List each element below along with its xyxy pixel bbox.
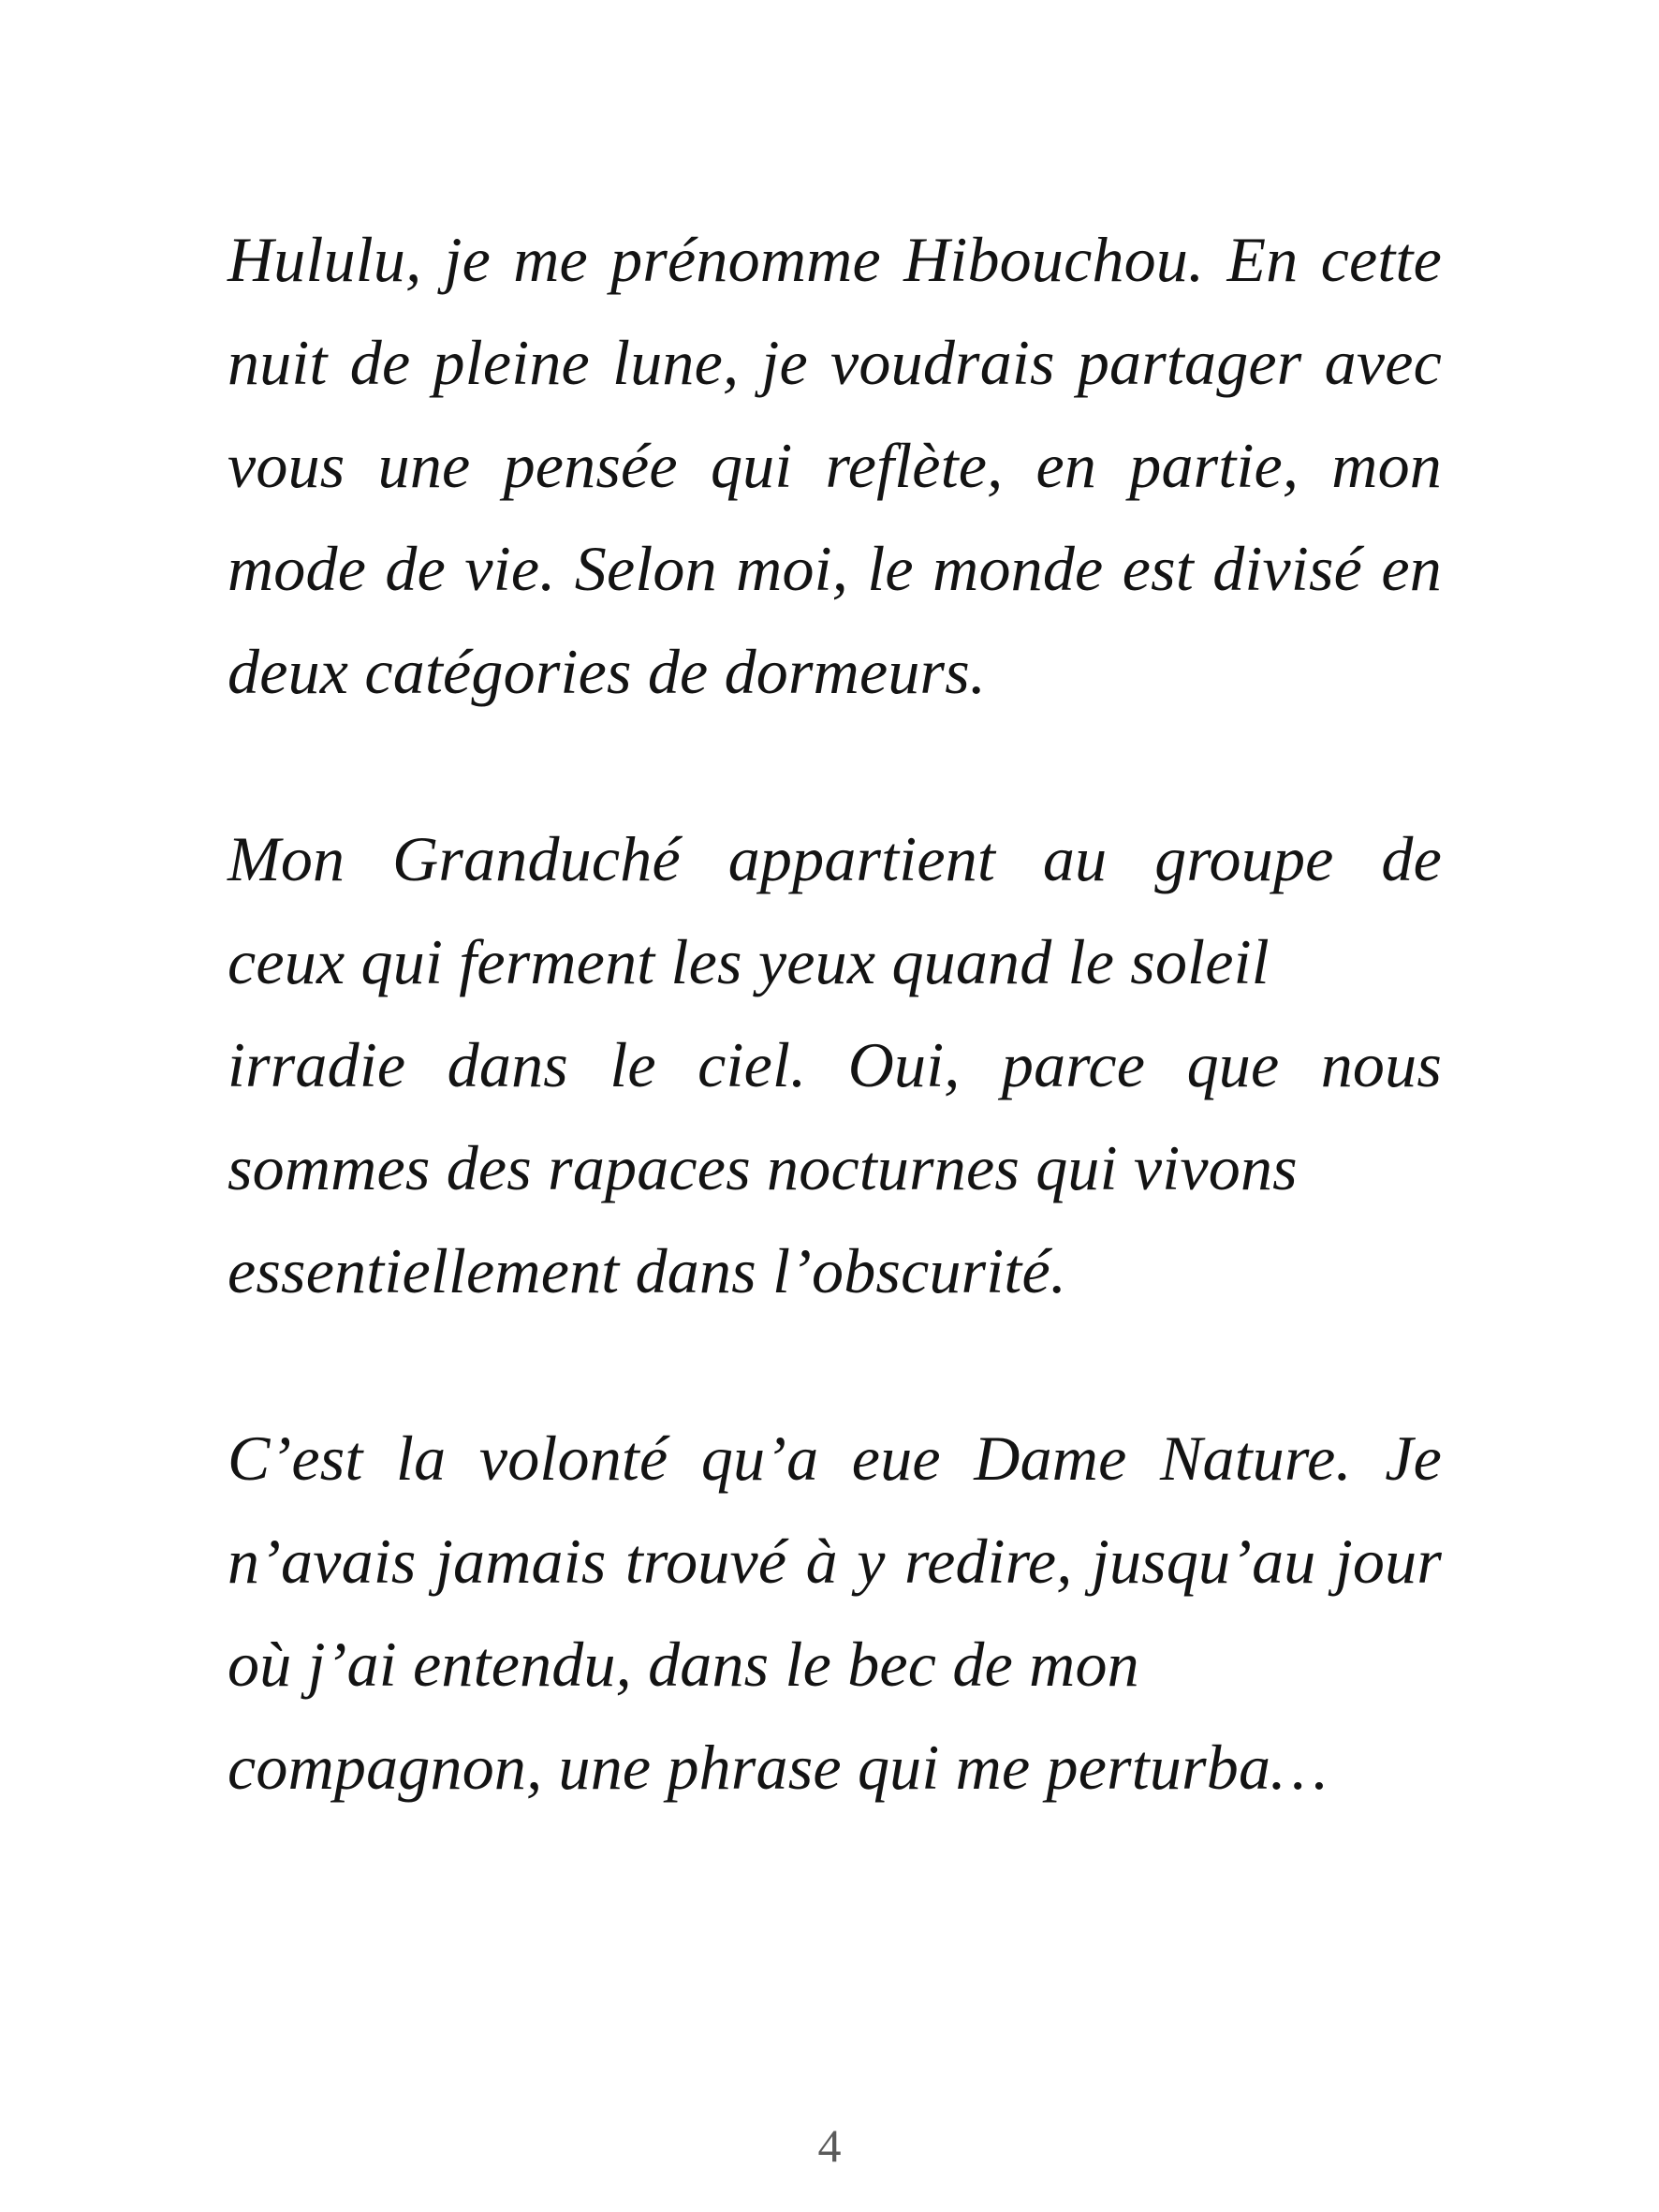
text-line: irradie dans le ciel. Oui, parce que nous — [228, 1029, 1442, 1100]
page-number: 4 — [817, 2119, 842, 2172]
paragraph — [228, 807, 1442, 1322]
text-line: mode de vie. Selon moi, le monde est divisé en — [228, 533, 1442, 604]
text-line: ceux qui ferment les yeux quand le soleil — [228, 926, 1270, 997]
text-line: essentiellement dans l’obscurité. — [228, 1235, 1067, 1306]
text-block — [228, 208, 1442, 1819]
text-line: Mon Granduché appartient au groupe de — [228, 823, 1442, 894]
text-line: Hululu, je me prénomme Hibouchou. En cette — [228, 224, 1442, 295]
text-line: compagnon, une phrase qui me perturba… — [228, 1732, 1328, 1803]
paragraph — [228, 208, 1442, 723]
text-line: deux catégories de dormeurs. — [228, 636, 987, 707]
text-line: où j’ai entendu, dans le bec de mon — [228, 1629, 1139, 1700]
text-line: nuit de pleine lune, je voudrais partager avec — [228, 327, 1442, 398]
paragraph — [228, 1407, 1442, 1819]
text-line: n’avais jamais trouvé à y redire, jusqu’au jour — [228, 1526, 1442, 1597]
text-line: C’est la volonté qu’a eue Dame Nature. Je — [228, 1423, 1442, 1494]
text-line: sommes des rapaces nocturnes qui vivons — [228, 1132, 1298, 1203]
text-line: vous une pensée qui reflète, en partie, mon — [228, 430, 1442, 501]
